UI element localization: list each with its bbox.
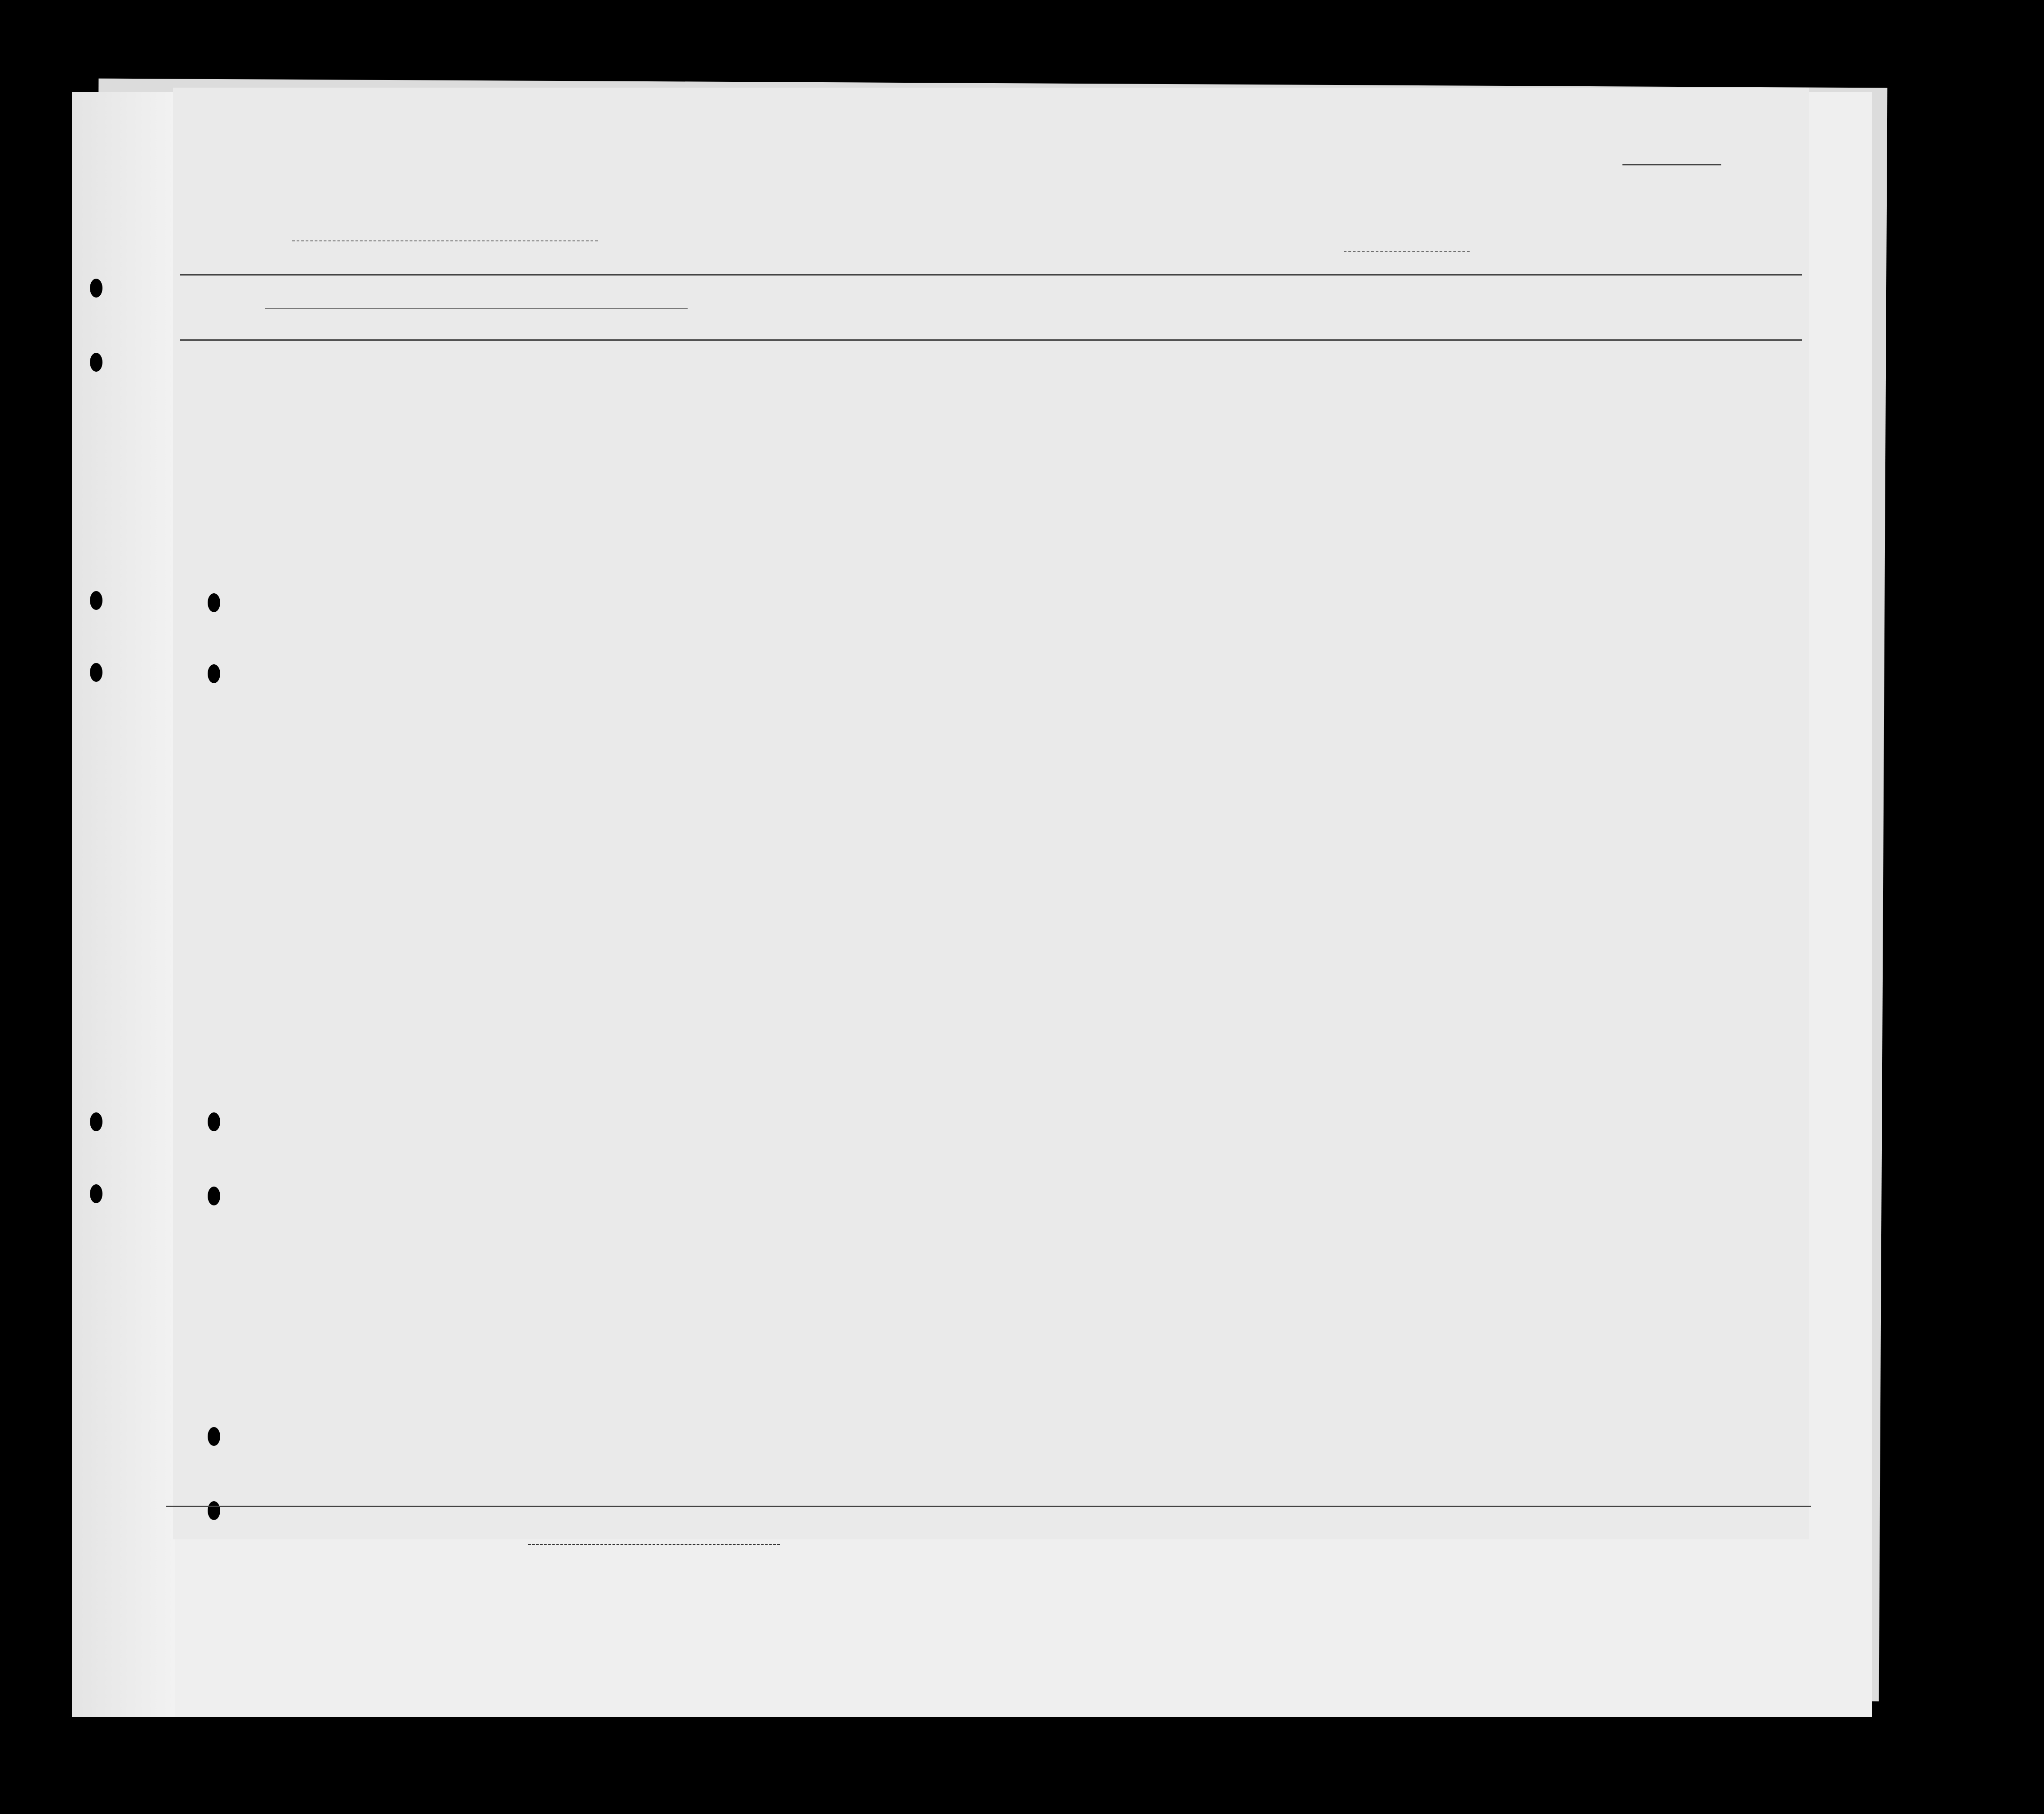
purser-line [528, 1544, 780, 1545]
punch-hole-icon [208, 664, 220, 683]
punch-hole-icon [208, 593, 220, 612]
punch-hole-icon [90, 591, 102, 610]
number-field [1622, 146, 1721, 165]
punch-hole-icon [90, 279, 102, 298]
punch-hole-icon [90, 663, 102, 682]
table-bottom-rule [166, 1506, 1811, 1507]
header-bottom-rule [180, 339, 1802, 341]
table-top-rule [180, 274, 1802, 276]
punch-hole-icon [90, 353, 102, 372]
arriving-port [1344, 251, 1470, 252]
punch-hole-icon [208, 1427, 220, 1446]
punch-hole-icon [208, 1112, 220, 1131]
form-area [173, 88, 1809, 1539]
binding-edge [72, 92, 175, 1717]
punch-hole-icon [208, 1187, 220, 1205]
name-header-rule [265, 308, 636, 309]
punch-hole-icon [208, 1501, 220, 1520]
punch-hole-icon [90, 1112, 102, 1131]
punch-hole-icon [90, 1184, 102, 1203]
age-header-rule [634, 308, 688, 309]
ship-name [292, 240, 598, 241]
